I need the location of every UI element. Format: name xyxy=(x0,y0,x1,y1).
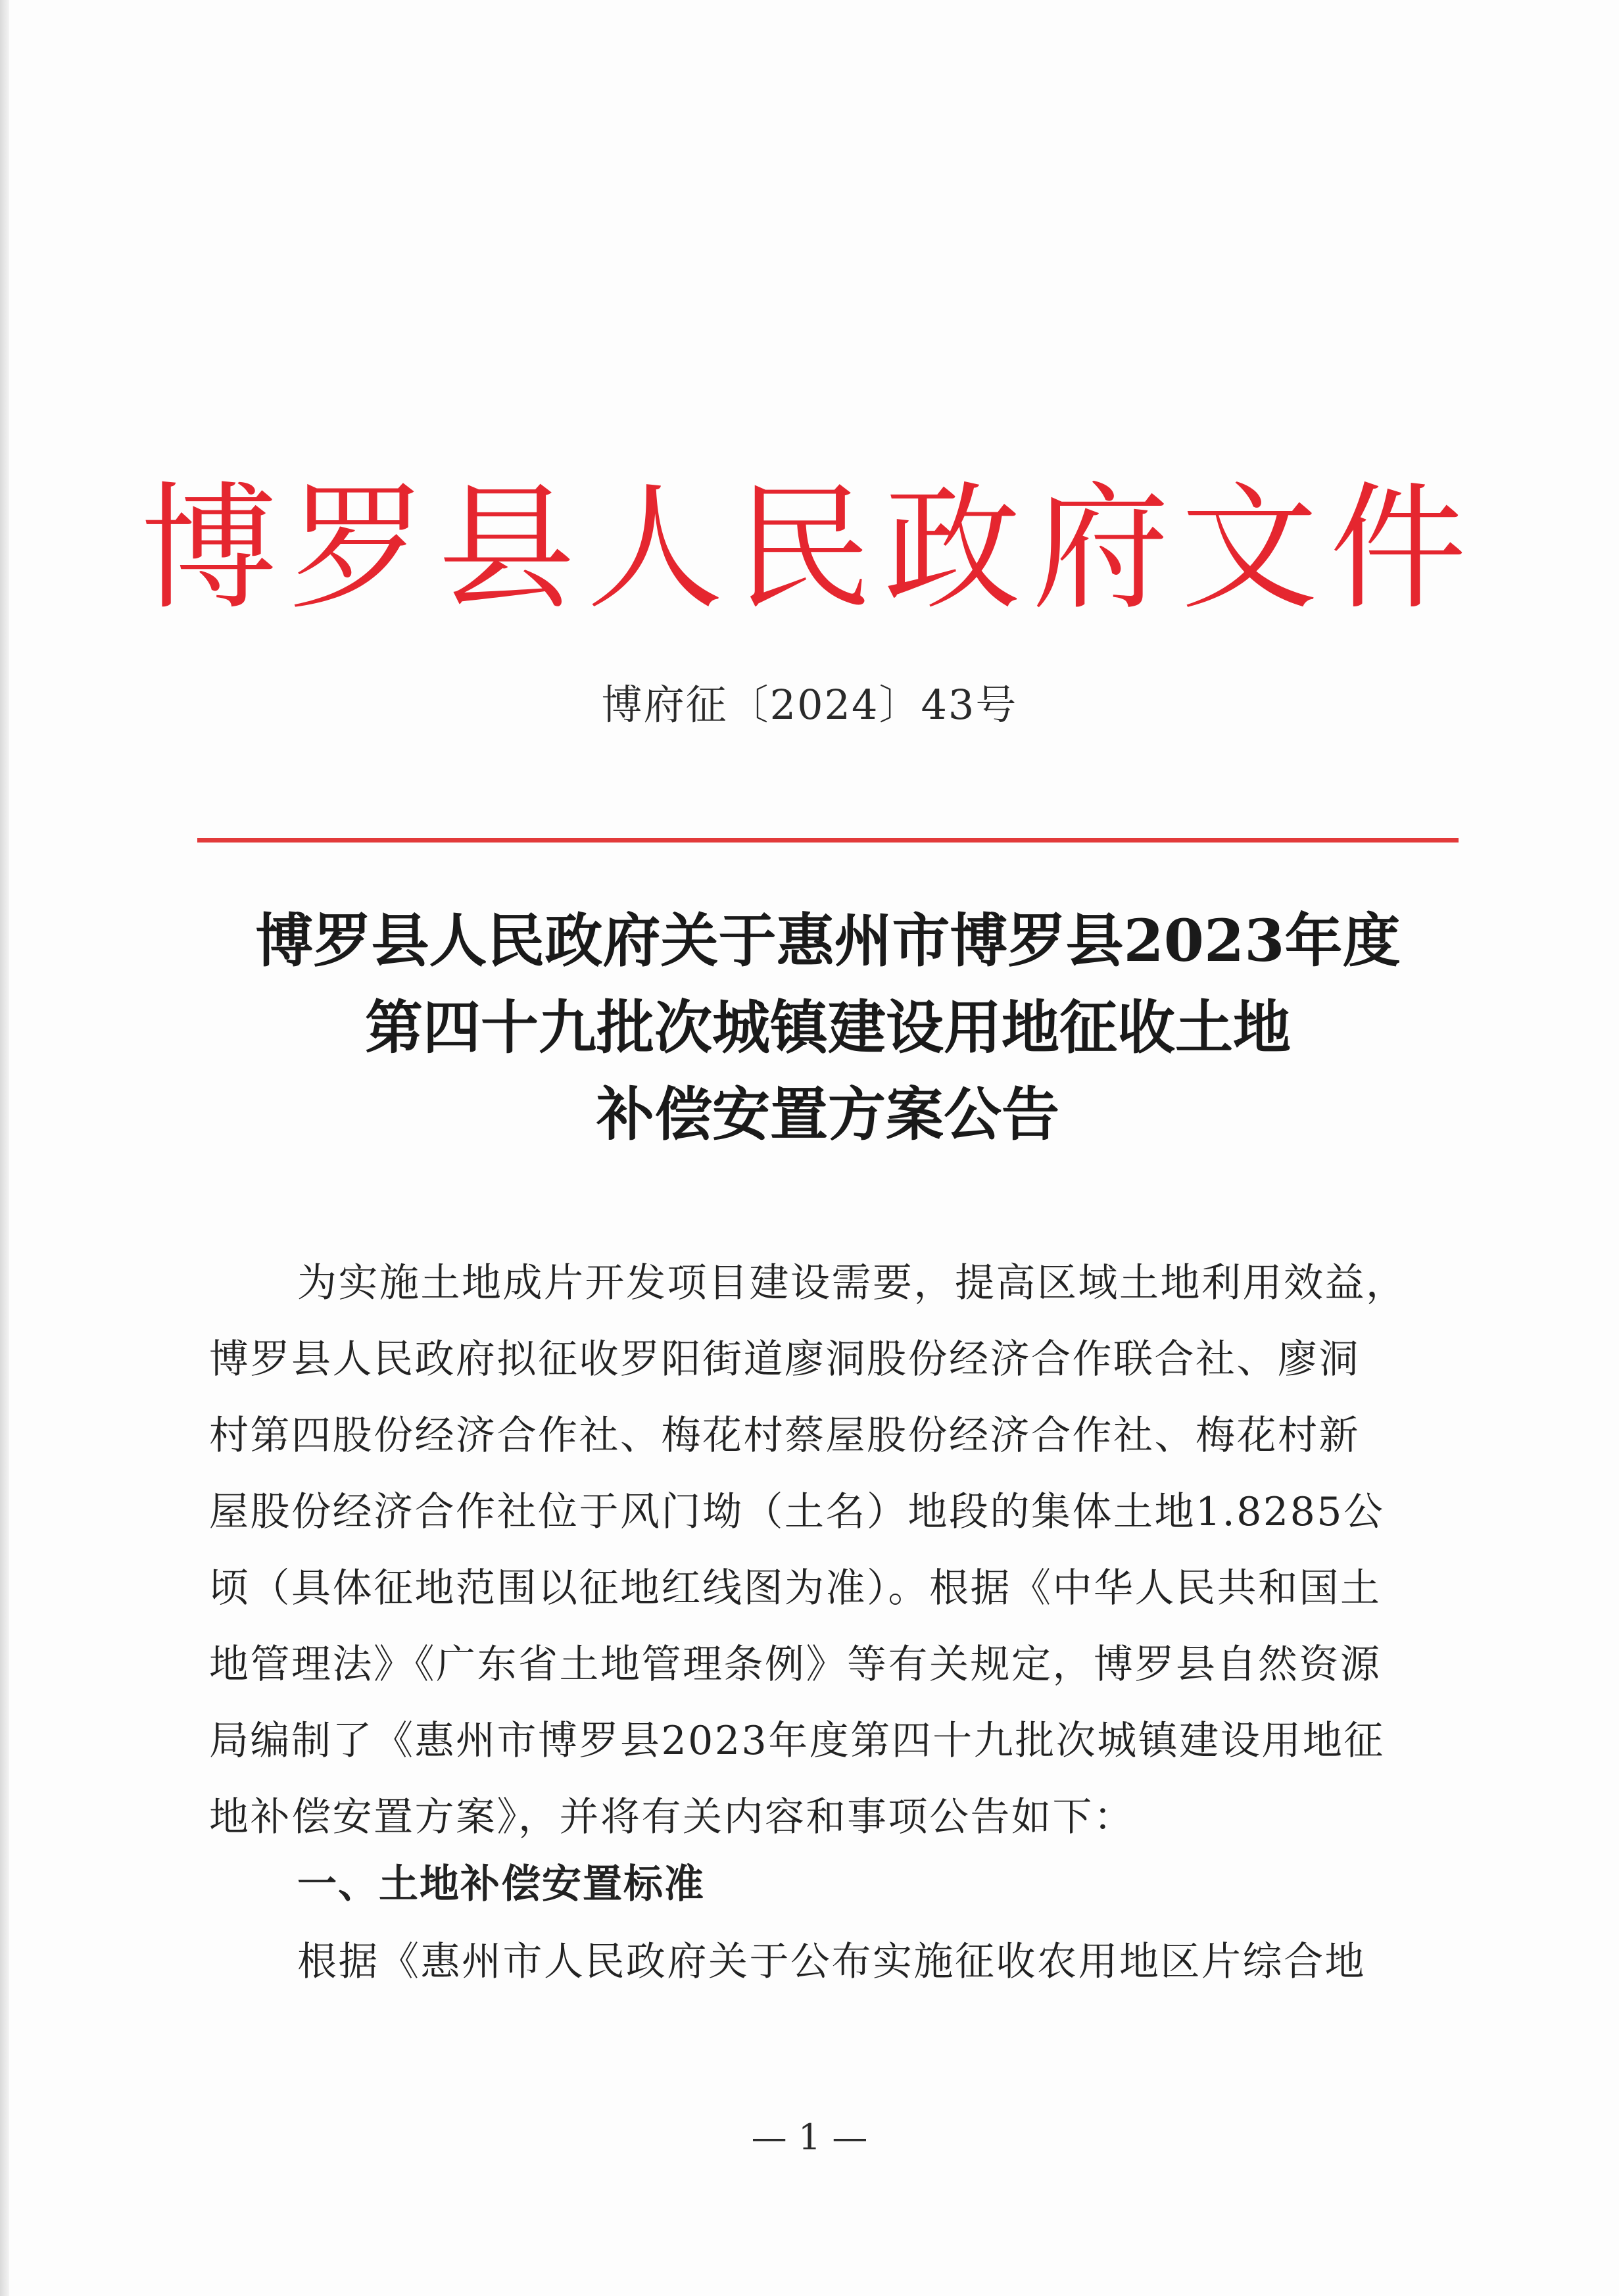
body-line-6: 地管理法》《广东省土地管理条例》等有关规定，博罗县自然资源 xyxy=(209,1642,1382,1688)
page-number: — 1 — xyxy=(751,2116,868,2158)
section-heading-1: 一、土地补偿安置标准 xyxy=(297,1861,705,1907)
body-line-4: 屋股份经济合作社位于风门坳（土名）地段的集体土地1.8285公 xyxy=(209,1489,1385,1535)
notice-title-line-2: 第四十九批次城镇建设用地征收土地 xyxy=(364,993,1291,1062)
notice-title-line-1: 博罗县人民政府关于惠州市博罗县2023年度 xyxy=(255,906,1401,975)
notice-title-line-3: 补偿安置方案公告 xyxy=(596,1080,1059,1148)
body-line-9: 根据《惠州市人民政府关于公布实施征收农用地区片综合地 xyxy=(297,1939,1366,1985)
scan-edge-shadow xyxy=(0,0,9,2296)
body-line-8: 地补偿安置方案》，并将有关内容和事项公告如下： xyxy=(209,1794,1135,1840)
body-line-3: 村第四股份经济合作社、梅花村蔡屋股份经济合作社、梅花村新 xyxy=(209,1413,1360,1459)
body-line-5: 顷（具体征地范围以征地红线图为准）。根据《中华人民共和国土 xyxy=(209,1565,1382,1611)
body-line-2: 博罗县人民政府拟征收罗阳街道廖洞股份经济合作联合社、廖洞 xyxy=(209,1336,1360,1382)
document-number: 博府征〔2024〕43号 xyxy=(601,681,1018,729)
issuing-authority-header: 博罗县人民政府文件 xyxy=(141,470,1478,629)
red-separator-rule xyxy=(197,838,1459,843)
body-line-1: 为实施土地成片开发项目建设需要，提高区域土地利用效益， xyxy=(297,1260,1407,1306)
body-line-7: 局编制了《惠州市博罗县2023年度第四十九批次城镇建设用地征 xyxy=(209,1718,1385,1764)
